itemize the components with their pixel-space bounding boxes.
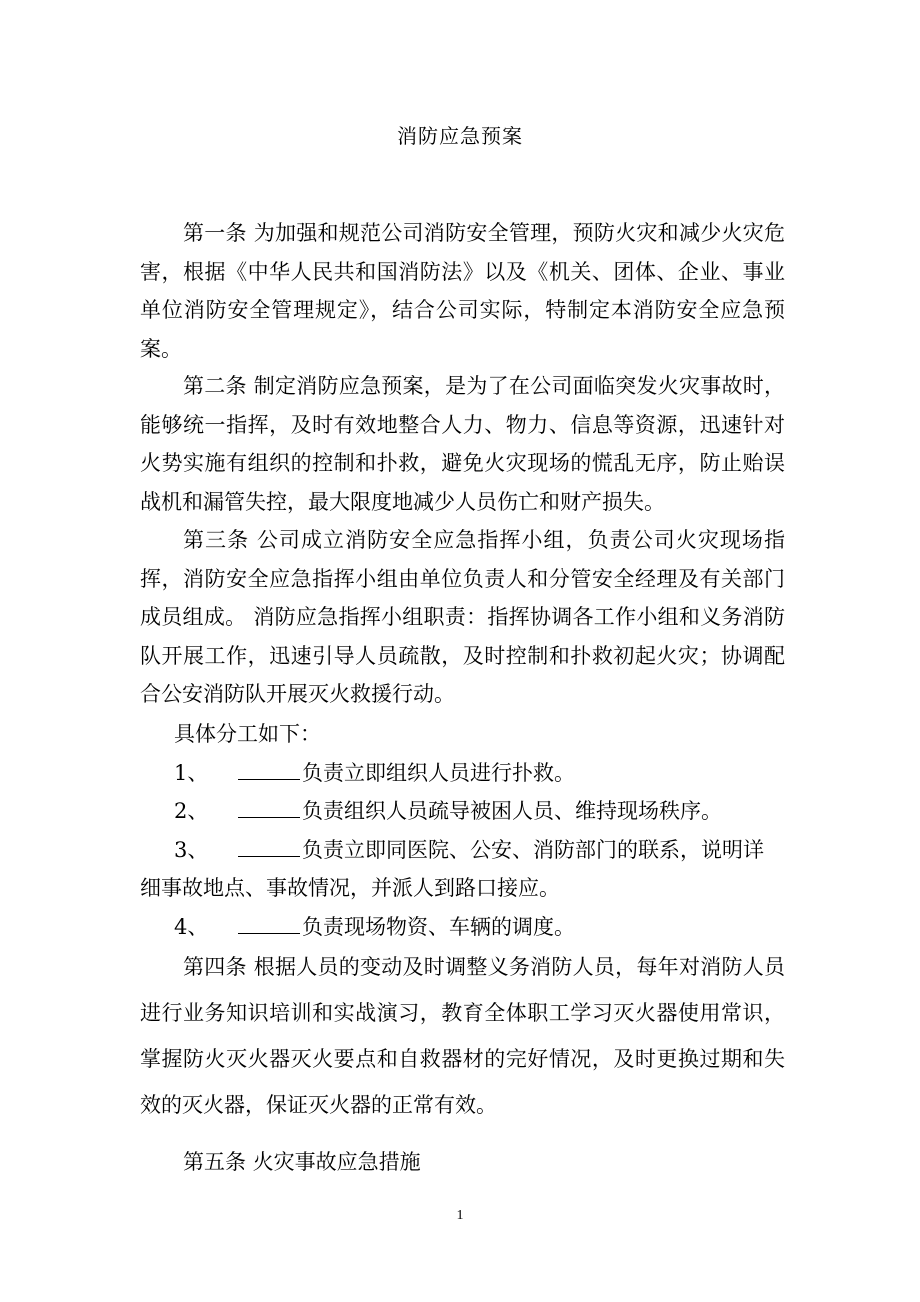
fill-in-blank bbox=[238, 799, 300, 818]
division-item-1 bbox=[140, 754, 785, 793]
division-heading-text: 具体分工如下： bbox=[174, 722, 321, 746]
division-item-4 bbox=[140, 908, 785, 947]
article-5 bbox=[140, 1143, 785, 1182]
division-item-number: 2、 bbox=[174, 799, 209, 823]
document-title: 消防应急预案 bbox=[397, 124, 523, 148]
division-item-2 bbox=[140, 792, 785, 831]
fill-in-blank bbox=[238, 761, 300, 780]
fill-in-blank bbox=[238, 838, 300, 857]
article-5-text: 第五条 火灾事故应急措施 bbox=[183, 1150, 421, 1174]
division-item-text: 负责立即同医院、公安、消防部门的联系，说明详 bbox=[302, 838, 764, 862]
division-item-3-continuation: 细事故地点、事故情况，并派人到路口接应。 bbox=[140, 876, 560, 900]
division-item-text: 负责组织人员疏导被困人员、维持现场秩序。 bbox=[302, 799, 722, 823]
article-1: 第一条 为加强和规范公司消防安全管理，预防火灾和减少火灾危害，根据《中华人民共和国消防法》以及《机关、团体、企业、事业单位消防安全管理规定》，结合公司实际，特制定本消防安全应急预案。 bbox=[140, 221, 785, 361]
fill-in-blank bbox=[238, 915, 300, 934]
article-3: 第三条 公司成立消防安全应急指挥小组，负责公司火灾现场指挥，消防安全应急指挥小组由单位负责人和分管安全经理及有关部门成员组成。 消防应急指挥小组职责：指挥协调各工作小组和义务消防队开展工作，迅速引导人员疏散，及时控制和扑救初起火灾；协调配合公安消防队开展灭火救援行动。 bbox=[140, 528, 785, 706]
division-item-text: 负责现场物资、车辆的调度。 bbox=[302, 915, 575, 939]
division-item-number: 3、 bbox=[174, 838, 209, 862]
division-heading bbox=[140, 715, 785, 754]
page-number: 1 bbox=[456, 1208, 464, 1223]
division-item-number: 4、 bbox=[174, 915, 209, 939]
article-4: 第四条 根据人员的变动及时调整义务消防人员，每年对消防人员进行业务知识培训和实战演习，教育全体职工学习灭火器使用常识，掌握防火灭火器灭火要点和自救器材的完好情况，及时更换过期和失效的灭火器，保证灭火器的正常有效。 bbox=[140, 955, 785, 1117]
division-item-text: 负责立即组织人员进行扑救。 bbox=[302, 761, 575, 785]
division-item-3 bbox=[140, 831, 785, 870]
division-item-number: 1、 bbox=[174, 761, 209, 785]
article-2: 第二条 制定消防应急预案，是为了在公司面临突发火灾事故时，能够统一指挥，及时有效地整合人力、物力、信息等资源，迅速针对火势实施有组织的控制和扑救，避免火灾现场的慌乱无序，防止贻误战机和漏管失控，最大限度地减少人员伤亡和财产损失。 bbox=[140, 374, 785, 514]
